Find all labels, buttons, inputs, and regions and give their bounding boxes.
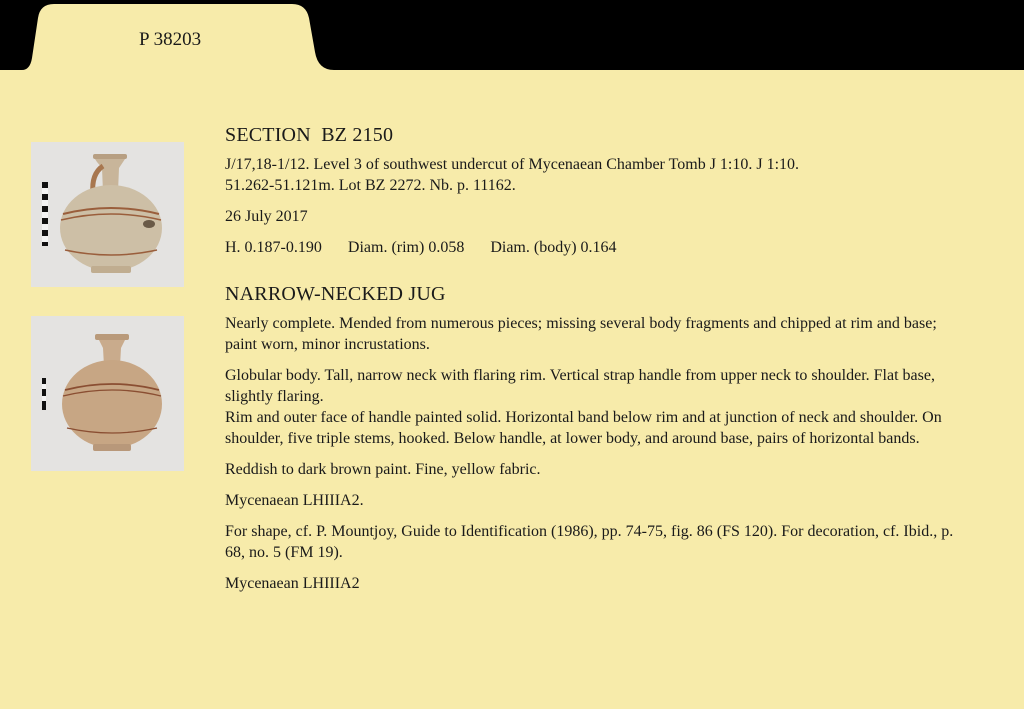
condition-text: Nearly complete. Mended from numerous pieces; missing several body fragments and chipped at rim and base; paint worn, minor incrustations. — [225, 315, 937, 353]
context-line-1: J/17,18-1/12. Level 3 of southwest undercut of Mycenaean Chamber Tomb J 1:10. J 1:10. — [225, 156, 800, 173]
dimension-rim: Diam. (rim) 0.058 — [347, 239, 465, 256]
section-heading: SECTION BZ 2150 — [225, 124, 394, 146]
jug-photo-side-view-icon — [31, 142, 184, 287]
object-heading: NARROW-NECKED JUG — [225, 283, 446, 305]
object-number-tab: P 38203 — [139, 29, 202, 50]
date-text: 26 July 2017 — [225, 208, 308, 225]
context-line-2: 51.262-51.121m. Lot BZ 2272. Nb. p. 11162. — [225, 177, 516, 194]
description-decoration: Rim and outer face of handle painted solid. Horizontal band below rim and at junction of neck and shoulder. On shoulder, five triple stems, hooked. Below handle, at lower body, and around base, pairs of horizontal bands. — [225, 409, 942, 447]
description-shape: Globular body. Tall, narrow neck with flaring rim. Vertical strap handle from upper neck to shoulder. Flat base, slightly flaring. — [225, 367, 935, 405]
description-text — [225, 365, 965, 449]
dimensions — [225, 237, 965, 258]
references-text: For shape, cf. P. Mountjoy, Guide to Identification (1986), pp. 74-75, fig. 86 (FS 120). For decoration, cf. Ibid., p. 68, no. 5 (FM 19). — [225, 523, 954, 561]
jug-photo-front-view-icon — [31, 316, 184, 471]
period-repeat-text: Mycenaean LHIIIA2 — [225, 575, 360, 592]
dimension-height: H. 0.187-0.190 — [225, 239, 322, 256]
context-text — [225, 154, 965, 196]
dimension-body: Diam. (body) 0.164 — [490, 239, 617, 256]
fabric-text: Reddish to dark brown paint. Fine, yellow fabric. — [225, 461, 541, 478]
period-text: Mycenaean LHIIIA2. — [225, 492, 364, 509]
record-content — [225, 122, 965, 604]
